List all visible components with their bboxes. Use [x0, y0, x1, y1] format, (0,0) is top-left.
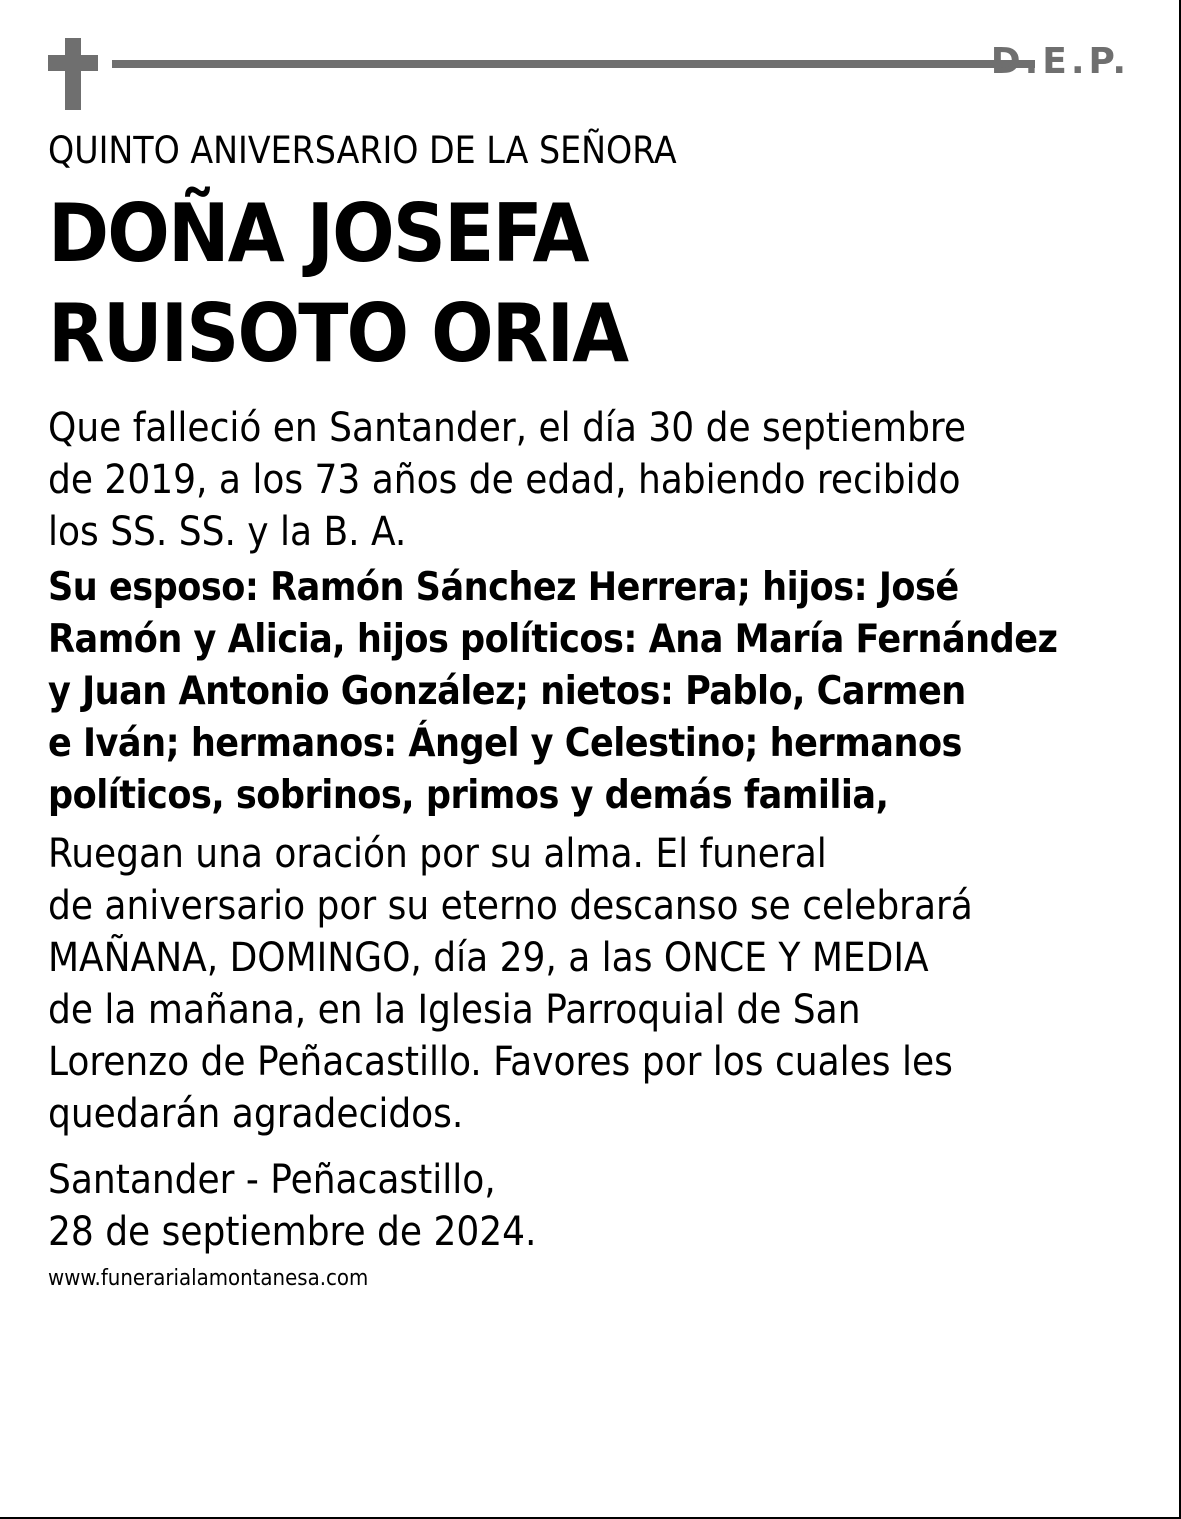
family-line-1: Su esposo: Ramón Sánchez Herrera; hijos: José [48, 565, 959, 610]
funeral-line-2: de aniversario por su eterno descanso se celebrará [48, 883, 973, 929]
header-rule [112, 60, 1035, 68]
funeral-line-6: quedarán agradecidos. [48, 1091, 464, 1137]
funeral-info [48, 828, 1148, 1140]
header-bar [48, 38, 1130, 110]
family-line-2: Ramón y Alicia, hijos políticos: Ana María Fernández [48, 617, 1058, 662]
date-line: 28 de septiembre de 2024. [48, 1209, 537, 1255]
family-line-3: y Juan Antonio González; nietos: Pablo, Carmen [48, 669, 966, 714]
death-info-line-2: de 2019, a los 73 años de edad, habiendo recibido [48, 457, 961, 503]
family-line-4: e Iván; hermanos: Ángel y Celestino; hermanos [48, 721, 962, 766]
family-list [48, 562, 1148, 822]
death-info [48, 402, 1148, 558]
place-date [48, 1154, 1148, 1258]
funeral-line-4: de la mañana, en la Iglesia Parroquial de San [48, 987, 861, 1033]
death-info-line-1: Que falleció en Santander, el día 30 de septiembre [48, 405, 966, 451]
deceased-name [48, 184, 1060, 384]
latin-cross-icon [48, 38, 98, 110]
death-info-line-3: los SS. SS. y la B. A. [48, 509, 407, 555]
website-link[interactable]: www.funerarialamontanesa.com [48, 1266, 369, 1291]
funeral-line-5: Lorenzo de Peñacastillo. Favores por los cuales les [48, 1039, 953, 1085]
name-line-1: DOÑA JOSEFA [48, 187, 588, 280]
name-line-2: RUISOTO ORIA [48, 287, 628, 380]
dep-label: D.E.P. [990, 41, 1130, 82]
place-line: Santander - Peñacastillo, [48, 1157, 496, 1203]
family-line-5: políticos, sobrinos, primos y demás familia, [48, 773, 889, 818]
obituary-content [48, 128, 1148, 1294]
funeral-line-3: MAÑANA, DOMINGO, día 29, a las ONCE Y MEDIA [48, 935, 929, 981]
subtitle: QUINTO ANIVERSARIO DE LA SEÑORA [48, 129, 677, 172]
funeral-line-1: Ruegan una oración por su alma. El funeral [48, 831, 827, 877]
